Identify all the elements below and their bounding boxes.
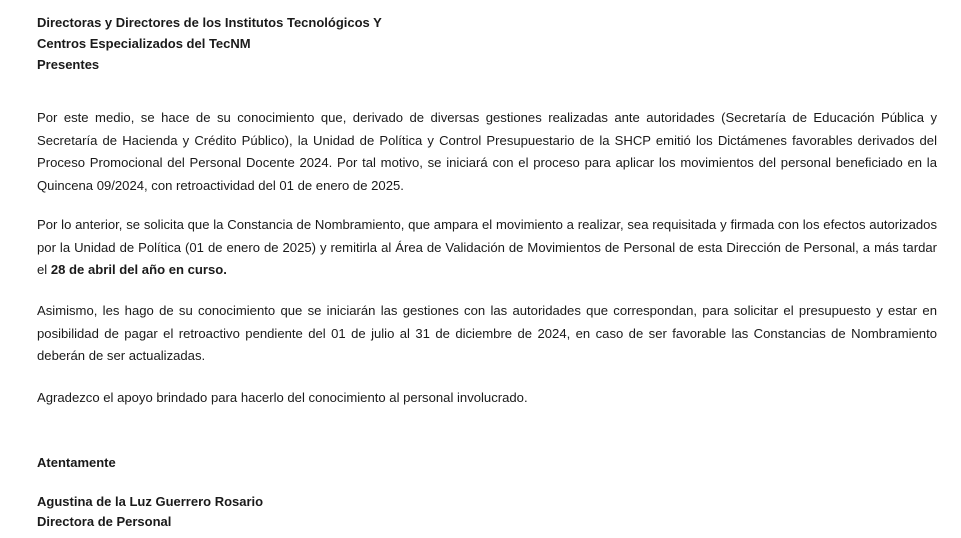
addressee-line-1: Directoras y Directores de los Institutos Tecnológicos Y [37,15,382,30]
paragraph-request [37,214,937,282]
paragraph-intro: Por este medio, se hace de su conocimiento que, derivado de diversas gestiones realizadas ante autoridades (Secretaría de Educación Pública y Secretaría de Hacienda y Crédito Público), la Unidad de Política y Control Presupuestario de la SHCP emitió los Dictámenes favorables derivados del Proceso Promocional del Personal Docente 2024. Por tal motivo, se iniciará con el proceso para aplicar los movimientos del personal beneficiado en la Quincena 09/2024, con retroactividad del 01 de enero de 2025. [37,110,937,193]
addressee-line-2: Centros Especializados del TecNM [37,36,251,51]
paragraph-retroactive: Asimismo, les hago de su conocimiento que se iniciarán las gestiones con las autoridades que correspondan, para solicitar el presupuesto y estar en posibilidad de pagar el retroactivo pendiente del 01 de julio al 31 de diciembre de 2024, en caso de ser favorable las Constancias de Nombramiento deberán de ser actualizadas. [37,303,937,363]
paragraph-request-text: Por lo anterior, se solicita que la Constancia de Nombramiento, que ampara el movimiento a realizar, sea requisitada y firmada con los efectos autorizados por la Unidad de Política (01 de enero de 2025) y remitirla al Área de Validación de Movimientos de Personal de esta Dirección de Personal, a más tardar el [37,217,937,277]
signer-title: Directora de Personal [37,514,172,529]
paragraph-thanks: Agradezco el apoyo brindado para hacerlo del conocimiento al personal involucrado. [37,390,528,405]
addressee-line-3: Presentes [37,57,100,72]
signer-name: Agustina de la Luz Guerrero Rosario [37,494,264,509]
addressee-block [37,12,382,75]
closing-salutation: Atentamente [37,455,116,470]
deadline-date: 28 de abril del año en curso. [50,262,227,277]
signature-block [37,492,263,532]
